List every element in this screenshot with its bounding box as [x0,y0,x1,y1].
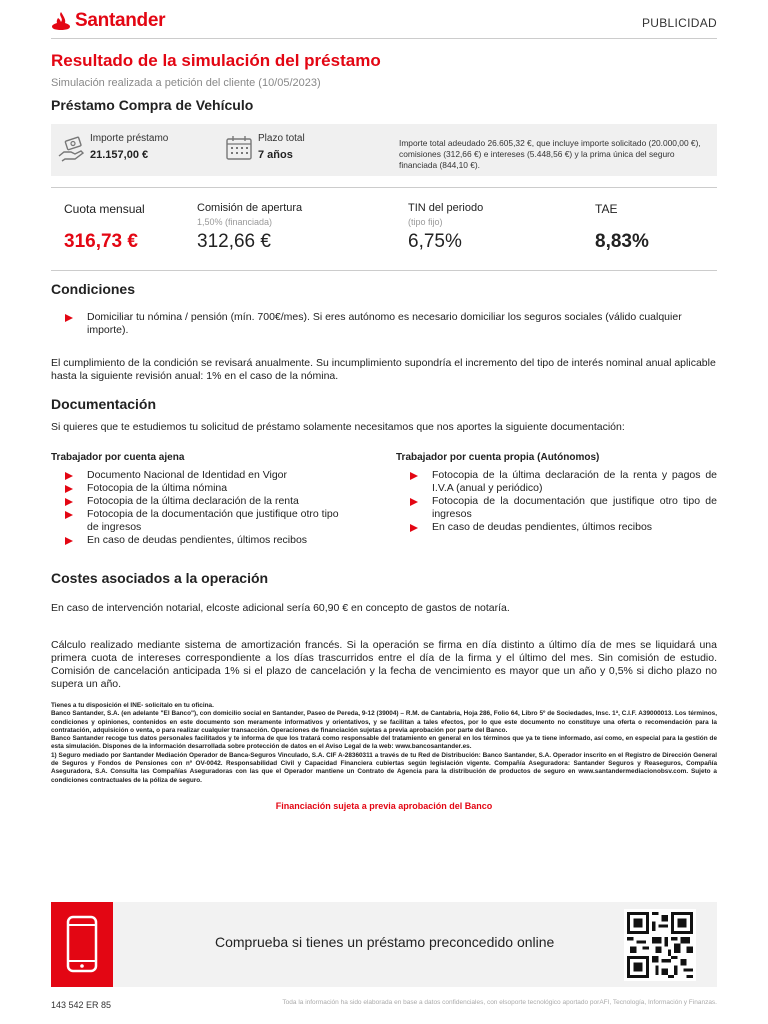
calendar-icon [225,135,253,161]
list-item: Fotocopia de la documentación que justifique otro tipo de ingresos [396,495,717,521]
banner-text: Comprueba si tienes un préstamo preconcedido online [215,934,555,950]
term-label: Plazo total [258,133,305,144]
list-item: Documento Nacional de Identidad en Vigor [51,469,351,482]
list-item: En caso de deudas pendientes, últimos recibos [396,521,717,534]
mobile-phone-icon [66,915,98,973]
product-name: Préstamo Compra de Vehículo [51,97,254,113]
documentation-heading: Documentación [51,396,157,412]
footer-disclaimer: Toda la información ha sido elaborada en base a datos confidenciales, con elsoporte tecnológico aportado porAFI, Tecnología, Información y Finanzas. [282,999,717,1006]
page-title: Resultado de la simulación del préstamo [51,51,381,70]
conditions-text: El cumplimiento de la condición se revisará anualmente. Su incumplimiento supondría el incremento del tipo de interés nominal anual aplicable hasta la siguiente revisión anual: 1% en el caso de la nómina. [51,357,716,382]
selfemployed-title: Trabajador por cuenta propia (Autónomos) [396,452,600,463]
opening-fee-sub: 1,50% (financiada) [197,217,273,227]
loan-summary-box [51,124,717,176]
conditions-heading: Condiciones [51,281,136,297]
opening-fee-value: 312,66 € [197,231,271,252]
amount-value: 21.157,00 € [90,149,149,161]
qr-code-icon [627,912,693,978]
conditions-list [51,311,717,337]
advertising-tag: PUBLICIDAD [641,16,717,30]
brand-name: Santander [75,10,166,31]
amount-label: Importe préstamo [90,133,169,144]
preapproved-banner[interactable] [51,902,717,987]
flame-icon [51,11,71,31]
tae-label: TAE [595,202,618,216]
banner-accent [51,902,113,987]
approval-notice: Financiación sujeta a previa aprobación del Banco [275,801,493,811]
documentation-intro: Si quieres que te estudiemos tu solicitud de préstamo solamente necesitamos que nos aportes la siguiente documentación: [51,421,625,433]
term-value: 7 años [258,149,293,161]
list-item: Fotocopia de la documentación que justifique otro tipo de ingresos [51,508,351,534]
opening-fee-label: Comisión de apertura [197,202,303,214]
document-code: 143 542 ER 85 [51,1000,112,1010]
legal-paragraph: Banco Santander, S.A. (en adelante "El Banco"), con domicilio social en Santander, Paseo de Pereda, 9-12 (39004) – R.M. de Cantabria, Hoja 286, Folio 64, Libro 5º de Sociedades, Insc. 1ª, C.I.F. A39000013. Los términos, condiciones y opiniones, contenidos en este documento son meramente informativos y orientativos, y se facilitan a tales efectos, por lo que este documento no constituye una oferta o recomendación para la contratación, adquisición o venta, o para realizar cualquier transacción. Operaciones de financiación sujetas a previa aprobación por parte del Banco. [51,710,717,734]
list-item: Domiciliar tu nómina / pensión (mín. 700€/mes). Si eres autónomo es necesario domiciliar los seguros sociales (válido cualquier importe). [51,311,717,337]
loan-metrics [51,187,717,271]
employee-docs-list [51,469,351,547]
selfemployed-docs-list [396,469,717,534]
santander-logo [51,10,165,32]
legal-paragraph: Tienes a tu disposición el INE- solicítalo en tu oficina. [51,702,214,709]
legal-notice [51,702,717,785]
list-item: Fotocopia de la última nómina [51,482,351,495]
money-hand-icon [57,136,85,162]
monthly-fee-label: Cuota mensual [64,202,145,216]
legal-paragraph: 1) Seguro mediado por Santander Mediación Operador de Banca-Seguros Vinculado, S.A. CIF A-28360311 a través de tu Red de Distribución: Banco Santander, S.A. Operador inscrito en el Registro de Dirección General de Seguros y Fondos de Pensiones con nº OV-0042. Responsabilidad Civil y Capacidad Financiera cubiertas según legislación vigente. Compañía Aseguradora: Santander Seguros y Reaseguros, Compañía Aseguradora, S.A. Consulta las Compañías Aseguradoras con las que el Operador mantiene un Contrato de Agencia para la distribución de productos de seguro en www.santandermediacionobsv.com. Sujeto a condiciones contractuales de la póliza de seguro. [51,751,717,784]
list-item: En caso de deudas pendientes, últimos recibos [51,534,351,547]
total-owed-note: Importe total adeudado 26.605,32 €, que incluye importe solicitado (20.000,00 €), comisiones (312,66 €) e intereses (5.448,56 €) y la prima única del seguro financiada (844,10 €). [399,138,701,170]
costs-heading: Costes asociados a la operación [51,570,269,586]
list-item: Fotocopia de la última declaración de la renta y pagos de I.V.A (anual y periódico) [396,469,717,495]
qr-code[interactable] [624,909,696,981]
tin-sub: (tipo fijo) [408,217,443,227]
simulation-date: Simulación realizada a petición del cliente (10/05/2023) [51,77,321,89]
notary-costs-text: En caso de intervención notarial, elcoste adicional sería 60,90 € en concepto de gastos de notaría. [51,602,510,614]
employee-title: Trabajador por cuenta ajena [51,452,185,463]
tae-value: 8,83% [595,231,649,252]
monthly-fee-value: 316,73 € [64,231,138,252]
list-item: Fotocopia de la última declaración de la renta [51,495,351,508]
tin-label: TIN del periodo [408,202,484,214]
legal-paragraph: Banco Santander recoge tus datos personales facilitados y te informa de que los tratará como responsable del tratamiento en general en los términos que ya te tiene informado, así como, en especial para la gestión de esta simulación. Dispones de la información desarrollada sobre protección de datos en el Aviso Legal de la web: www.bancosantander.es. [51,735,717,751]
tin-value: 6,75% [408,231,462,252]
calculation-text: Cálculo realizado mediante sistema de amortización francés. Si la operación se firma en día distinto a último día de mes se liquidará una primera cuota de intereses correspondiente a los días trascurridos entre el día de la firma y el último del mes. Sin comisión de estudio. Comisión de cancelación anticipada 1% si el plazo de cancelación y la fecha de vencimiento es mayor que un año y 0,5% si dicho plazo no supera un año. [51,639,717,690]
header-divider [51,38,717,39]
